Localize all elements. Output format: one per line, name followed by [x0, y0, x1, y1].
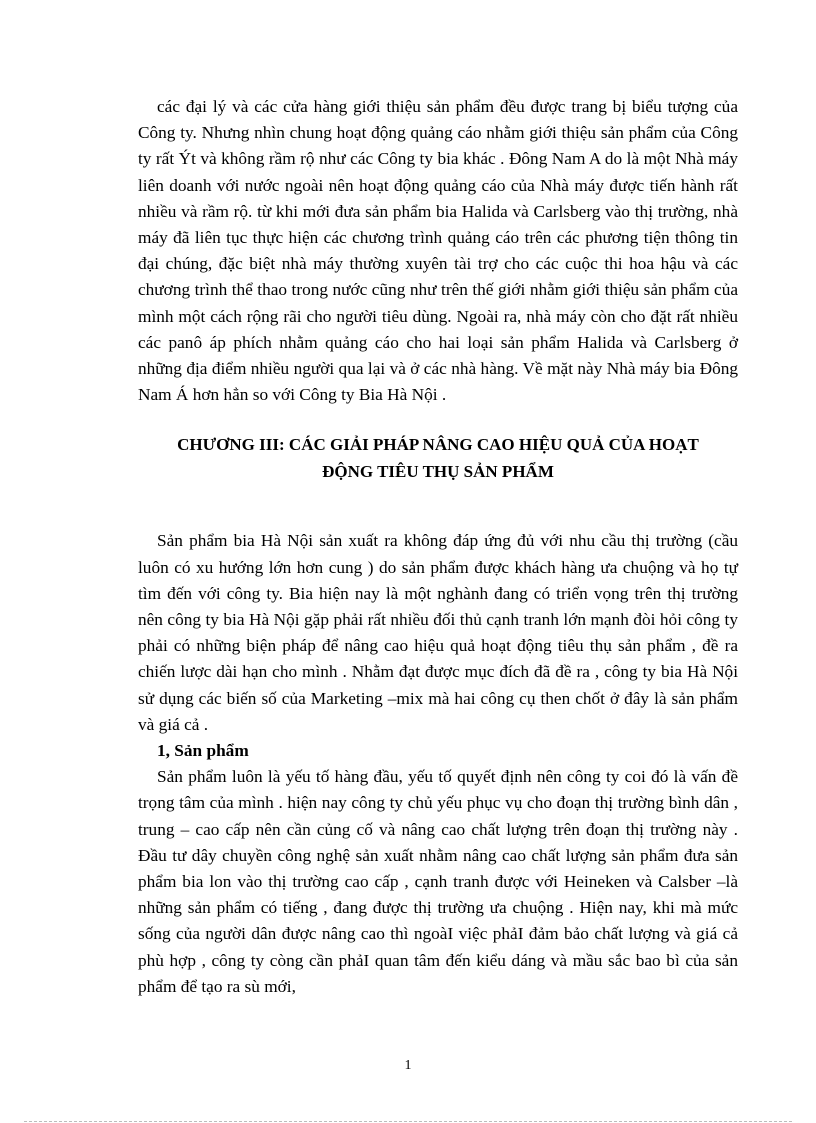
section-heading-product: 1, Sản phẩm: [157, 741, 249, 761]
chapter-title-line-2: ĐỘNG TIÊU THỤ SẢN PHẨM: [322, 461, 554, 481]
page-bottom-divider: [24, 1121, 792, 1122]
chapter-title: [138, 432, 738, 485]
paragraph-product: Sản phẩm luôn là yếu tố hàng đầu, yếu tố quyết định nên công ty coi đó là vấn đề trọng tâm của mình . hiện nay công ty chủ yếu phục vụ cho đoạn thị trường bình dân , trung – cao cấp nên cần củng cố và nâng cao chất lượng trên đoạn thị trường này . Đầu tư dây chuyền công nghệ sản xuất nhằm nâng cao chất lượng sản phẩm đưa sản phẩm bia lon vào thị trường cao cấp , cạnh tranh được với Heineken và Calsber –là những sản phẩm có tiếng , đang được thị trường ưa chuộng . Hiện nay, khi mà mức sống của người dân được nâng cao thì ngoàI việc phảI đảm bảo chất lượng và giá cả phù hợp , công ty còng cần phảI quan tâm đến kiểu dáng và mầu sắc bao bì của sản phẩm để tạo ra sù mới,: [138, 767, 738, 996]
page-number: 1: [404, 1058, 412, 1073]
page-content: [138, 94, 738, 1000]
chapter-title-line-1: CHƯƠNG III: CÁC GIẢI PHÁP NÂNG CAO HIỆU QUẢ CỦA HOẠT: [177, 435, 699, 455]
paragraph-intro: Sản phẩm bia Hà Nội sản xuất ra không đáp ứng đủ với nhu cầu thị trường (cầu luôn có xu hướng lớn hơn cung ) do sản phẩm được khách hàng ưa chuộng và họ tự tìm đến với công ty. Bia hiện nay là một nghành đang có triển vọng trên thị trường nên công ty bia Hà Nội gặp phải rất nhiều đối thủ cạnh tranh lớn mạnh đòi hỏi công ty phải có những biện pháp để nâng cao hiệu quả hoạt động tiêu thụ sản phẩm , đề ra chiến lược dài hạn cho mình . Nhằm đạt được mục đích đã đề ra , công ty bia Hà Nội sử dụng các biến số của Marketing –mix mà hai công cụ then chốt ở đây là sản phẩm và giá cả .: [138, 531, 738, 734]
paragraph-advertising: các đại lý và các cửa hàng giới thiệu sản phẩm đều được trang bị biểu tượng của Công ty. Nhưng nhìn chung hoạt động quảng cáo nhằm giới thiệu sản phẩm của Công ty rất Ýt và không rầm rộ như các Công ty bia khác . Đông Nam A do là một Nhà máy liên doanh với nước ngoài nên hoạt động quảng cáo của Nhà máy được tiến hành rất nhiều và rầm rộ. từ khi mới đưa sản phẩm bia Halida và Carlsberg vào thị trường, nhà máy đã liên tục thực hiện các chương trình quảng cáo trên các phương tiện thông tin đại chúng, đặc biệt nhà máy thường xuyên tài trợ cho các cuộc thi hoa hậu và các chương trình thể thao trong nước cũng như trên thế giới nhằm giới thiệu sản phẩm của mình một cách rộng rãi cho người tiêu dùng. Ngoài ra, nhà máy còn cho đặt rất nhiều các panô áp phích nhằm quảng cáo cho hai loại sản phẩm Halida và Carlsberg ở những địa điểm nhiều người qua lại và ở các nhà hàng. Về mặt này Nhà máy bia Đông Nam Á hơn hẳn so với Công ty Bia Hà Nội .: [138, 97, 738, 405]
